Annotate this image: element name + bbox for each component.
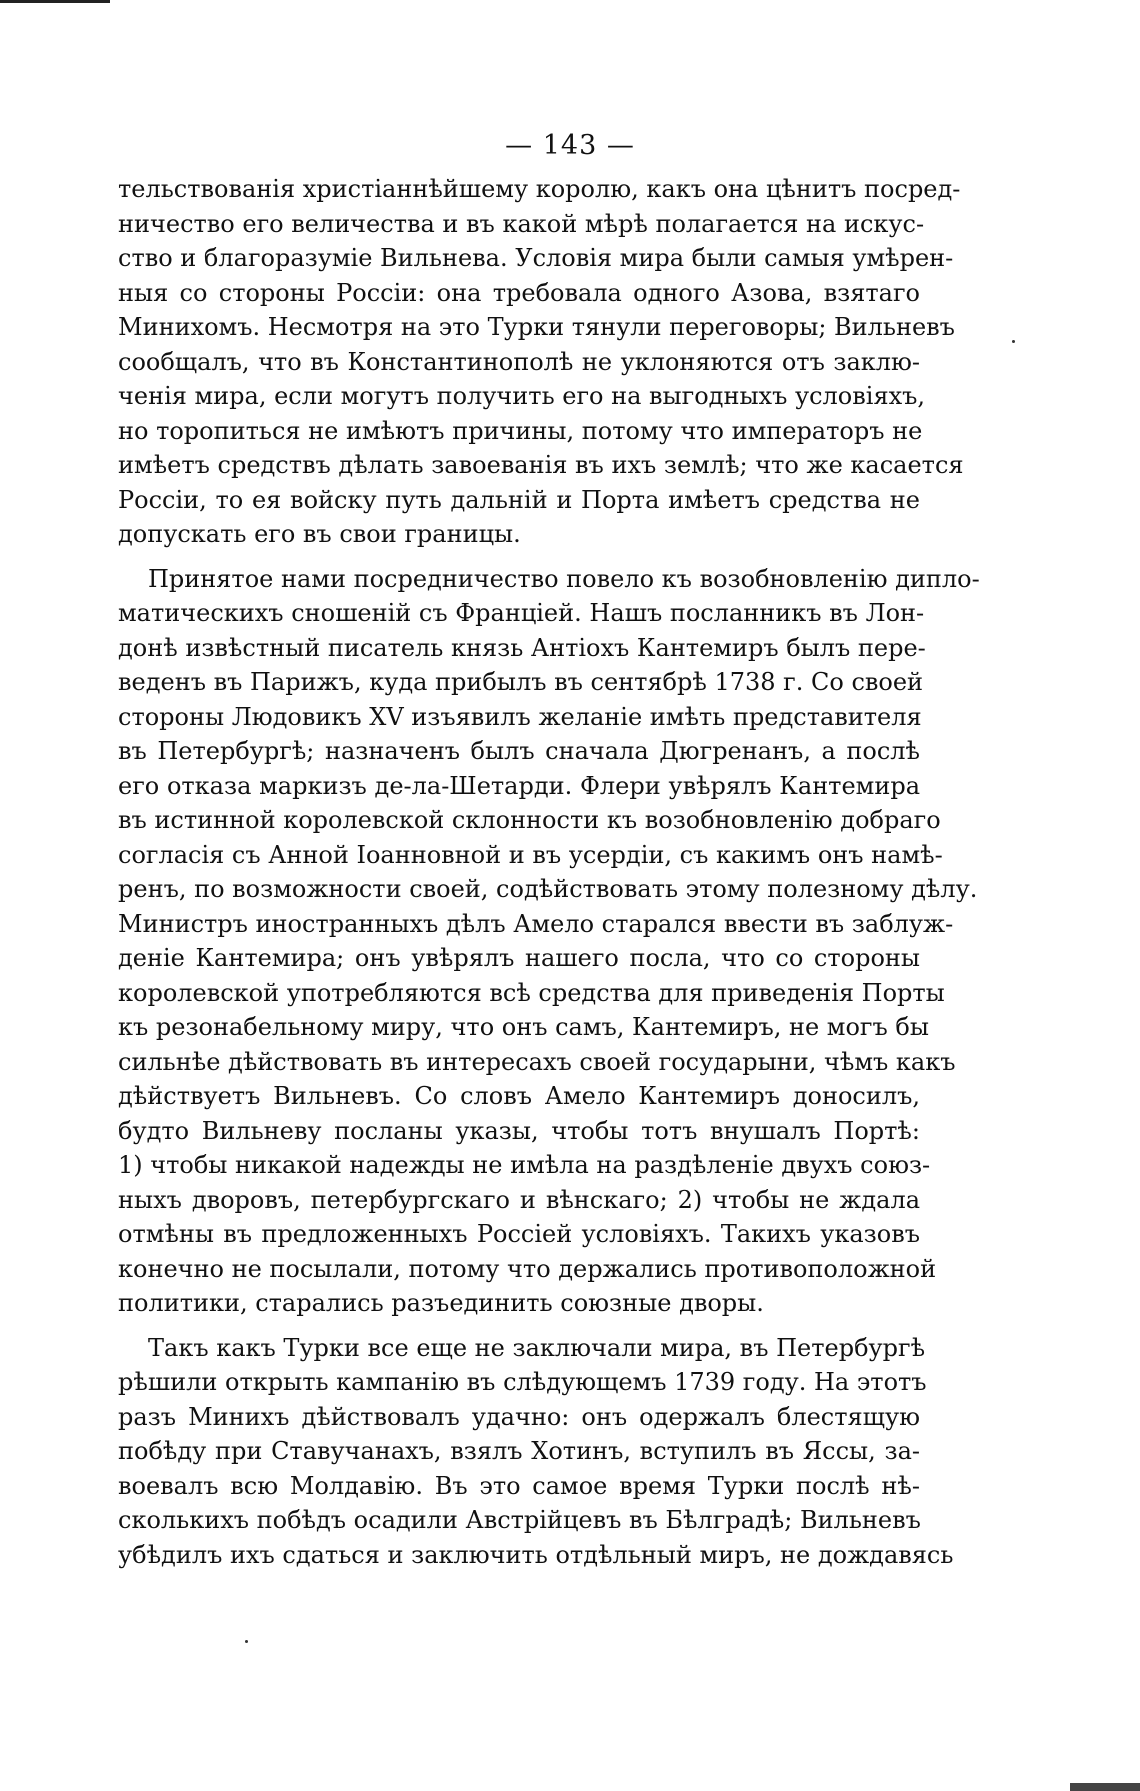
paragraph-1: [118, 172, 964, 552]
text-line: дѣйствуетъ Вильневъ. Со словъ Амело Кантемиръ доносилъ,: [118, 1082, 920, 1110]
scan-corner-mark: [1070, 1783, 1140, 1791]
text-line: рѣшили открыть кампанію въ слѣдующемъ 1739 году. На этотъ: [118, 1368, 927, 1396]
text-line: допускать его въ свои границы.: [118, 520, 521, 548]
paragraph-2: [118, 562, 980, 1321]
text-line: въ истинной королевской склонности къ возобновленію добраго: [118, 806, 941, 834]
text-line: донѣ извѣстный писатель князь Антіохъ Кантемиръ былъ пере-: [118, 633, 926, 662]
text-line: стороны Людовикъ XV изъявилъ желаніе имѣть представителя: [118, 702, 922, 731]
paragraph-spacer: [118, 552, 920, 562]
text-line: ныхъ дворовъ, петербургскаго и вѣнскаго; 2) чтобы не ждала: [118, 1185, 920, 1214]
paragraph-spacer: [118, 1321, 920, 1331]
text-line: Министръ иностранныхъ дѣлъ Амело старался ввести въ заблуж-: [118, 909, 954, 938]
text-line: матическихъ сношеній съ Франціей. Нашъ посланникъ въ Лон-: [118, 599, 925, 627]
text-line: Россіи, то ея войску путь дальній и Порта имѣетъ средства не: [118, 485, 920, 514]
text-line: имѣетъ средствъ дѣлать завоеванія въ ихъ землѣ; что же касается: [118, 451, 964, 479]
text-line: побѣду при Ставучанахъ, взялъ Хотинъ, вступилъ въ Яссы, за-: [118, 1437, 920, 1465]
text-line: королевской употребляются всѣ средства для приведенія Порты: [118, 978, 945, 1007]
text-line: ныя со стороны Россіи: она требовала одного Азова, взятаго: [118, 278, 920, 307]
text-line: 1) чтобы никакой надежды не имѣла на раздѣленіе двухъ союз-: [118, 1151, 931, 1179]
text-line: политики, старались разъединить союзные дворы.: [118, 1289, 764, 1317]
text-line: конечно не посылали, потому что держались противоположной: [118, 1254, 937, 1283]
body-text: [118, 172, 980, 1572]
text-line: деніе Кантемира; онъ увѣрялъ нашего посла, что со стороны: [118, 944, 920, 972]
text-line: будто Вильневу посланы указы, чтобы тотъ внушалъ Портѣ:: [118, 1116, 920, 1145]
text-line: согласія съ Анной Іоанновной и въ усердіи, съ какимъ онъ намѣ-: [118, 840, 943, 869]
text-line: сколькихъ побѣдъ осадили Австрійцевъ въ Бѣлградѣ; Вильневъ: [118, 1506, 921, 1534]
text-line: Минихомъ. Несмотря на это Турки тянули переговоры; Вильневъ: [118, 313, 955, 341]
text-line: разъ Минихъ дѣйствовалъ удачно: онъ одержалъ блестящую: [118, 1402, 920, 1431]
text-line: воевалъ всю Молдавію. Въ это самое время Турки послѣ нѣ-: [118, 1471, 920, 1500]
text-line: сообщалъ, что въ Константинополѣ не уклоняются отъ заклю-: [118, 347, 920, 376]
text-line: веденъ въ Парижъ, куда прибылъ въ сентябрѣ 1738 г. Со своей: [118, 668, 924, 696]
page-number: — 143 —: [505, 130, 635, 161]
scan-speck: [245, 1640, 248, 1643]
text-line: ство и благоразуміе Вильнева. Условія мира были самыя умѣрен-: [118, 244, 954, 272]
paragraph-3: [118, 1331, 954, 1573]
text-line: но торопиться не имѣютъ причины, потому что императоръ не: [118, 416, 923, 445]
text-line: Такъ какъ Турки все еще не заключали мира, въ Петербургѣ: [148, 1333, 926, 1362]
text-line: убѣдилъ ихъ сдаться и заключить отдѣльный миръ, не дождавясь: [118, 1540, 954, 1569]
text-line: сильнѣе дѣйствовать въ интересахъ своей государыни, чѣмъ какъ: [118, 1047, 956, 1076]
text-line: ченія мира, если могутъ получить его на выгодныхъ условіяхъ,: [118, 382, 926, 410]
text-line: отмѣны въ предложенныхъ Россіей условіяхъ. Такихъ указовъ: [118, 1220, 920, 1248]
text-line: ничество его величества и въ какой мѣрѣ полагается на искус-: [118, 209, 925, 238]
scan-edge-mark: [0, 0, 110, 3]
scan-speck: [1012, 340, 1015, 343]
text-line: къ резонабельному миру, что онъ самъ, Кантемиръ, не могъ бы: [118, 1013, 929, 1041]
text-line: Принятое нами посредничество повело къ возобновленію дипло-: [148, 564, 980, 593]
text-line: въ Петербургѣ; назначенъ былъ сначала Дюгренанъ, а послѣ: [118, 737, 920, 765]
text-line: тельствованія христіаннѣйшему королю, какъ она цѣнитъ посред-: [118, 175, 961, 203]
text-line: ренъ, по возможности своей, содѣйствовать этому полезному дѣлу.: [118, 875, 978, 903]
text-line: его отказа маркизъ де-ла-Шетарди. Флери увѣрялъ Кантемира: [118, 771, 920, 800]
